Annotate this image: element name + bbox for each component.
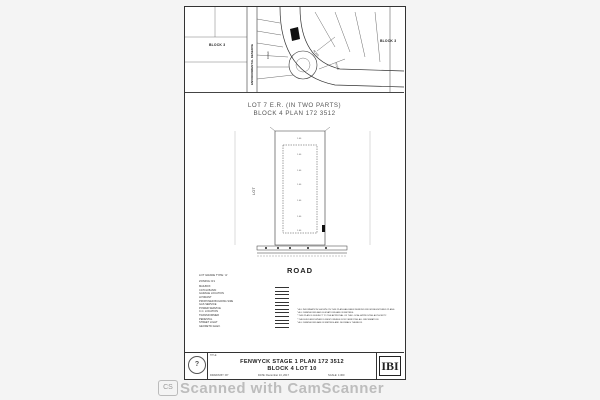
note-line: * ALL DIMENSIONS ARE IN METRES AND DECIMALS THEREOF. (297, 321, 363, 324)
logo-icon: ? (188, 356, 206, 374)
legend-item: PROPOSED BUILDING SIZE (199, 300, 289, 304)
legend-item: STREET LIGHT (199, 321, 289, 325)
road-label: ROAD (287, 266, 314, 275)
legend (199, 274, 289, 328)
road-small-label-3: ROAD (334, 62, 340, 71)
legend-item: POWER SERVICE (199, 307, 289, 311)
note-line: * THIS PLAN IS SUBJECT TO THE APPROVAL OF THE LOCAL APPROVING AUTHORITY. (297, 315, 387, 318)
svg-text:1.00: 1.00 (297, 230, 302, 232)
title-main (207, 353, 377, 379)
note-line: * THE BUILDER/OWNER IS RESPONSIBLE FOR VERIFYING ALL INFORMATION. (297, 318, 379, 321)
scale: SCALE: 1:300 (328, 374, 345, 377)
firm-mark: IBI (379, 356, 401, 376)
project-title: FENWYCK STAGE 1 PLAN 172 3512 (240, 359, 344, 365)
lot-grade-type: LOT GRADE TYPE: 'A' (199, 273, 228, 277)
side-lot-label: LOT (251, 187, 256, 195)
legend-item: GEODETIC ELEV. (199, 325, 289, 329)
lot-plan-drawing (185, 127, 404, 287)
road-small-label-2: ROAD (312, 49, 320, 58)
svg-text:1.00: 1.00 (297, 138, 302, 140)
legend-item: CATCH BASIN (199, 289, 289, 293)
scanner-watermark: Scanned with CamScanner (180, 380, 385, 397)
svg-text:1.00: 1.00 (297, 154, 302, 156)
svg-text:1.00: 1.00 (297, 216, 302, 218)
drawn-by: DRAWN BY: R7 (210, 374, 229, 377)
note-line: * ALL DIMENSIONS AND ELEVATIONS ARE IN METRES. (297, 312, 354, 315)
title-block (185, 352, 404, 379)
svg-text:1.00: 1.00 (297, 184, 302, 186)
title-field-label: TITLE (210, 354, 217, 357)
lot-title-line2: BLOCK 4 PLAN 172 3512 (253, 110, 336, 117)
block-label-right: BLOCK 3 (380, 39, 397, 43)
context-map (185, 7, 404, 93)
zoning: ZONING: R1 (199, 278, 216, 283)
legend-item: HYDRANT (199, 296, 289, 300)
lot-plan (185, 127, 404, 287)
legend-item: GARAGE LOCATION (199, 292, 289, 296)
scanner-badge-icon: CS (158, 380, 178, 396)
legend-item: GAS SERVICE (199, 303, 289, 307)
road-small-label: ROAD (267, 51, 270, 59)
block-label-left: BLOCK 3 (209, 43, 226, 47)
context-map-drawing (185, 7, 404, 92)
note-line: * ALL INFORMATION SHOWN ON THIS PLAN HAS BEEN DERIVED FROM REGISTERED PLANS. (297, 309, 395, 311)
reserve-vertical-label: ENVIRONMENTAL RESERVE (250, 43, 254, 85)
legend-item: TRANSFORMER (199, 314, 289, 318)
svg-text:1.00: 1.00 (297, 200, 302, 202)
legend-item: C.C. LOCATION (199, 310, 289, 314)
legend-item: MAILBOX (199, 285, 289, 289)
legend-item: PEDESTAL (199, 318, 289, 322)
notes (297, 309, 395, 325)
svg-text:1.00: 1.00 (297, 170, 302, 172)
date: DATE: December 13, 2017 (258, 374, 289, 377)
block-lot-title: BLOCK 4 LOT 10 (267, 366, 317, 372)
drawing-sheet (184, 6, 406, 380)
lot-title-line1: LOT 7 E.R. (IN TWO PARTS) (247, 102, 342, 109)
